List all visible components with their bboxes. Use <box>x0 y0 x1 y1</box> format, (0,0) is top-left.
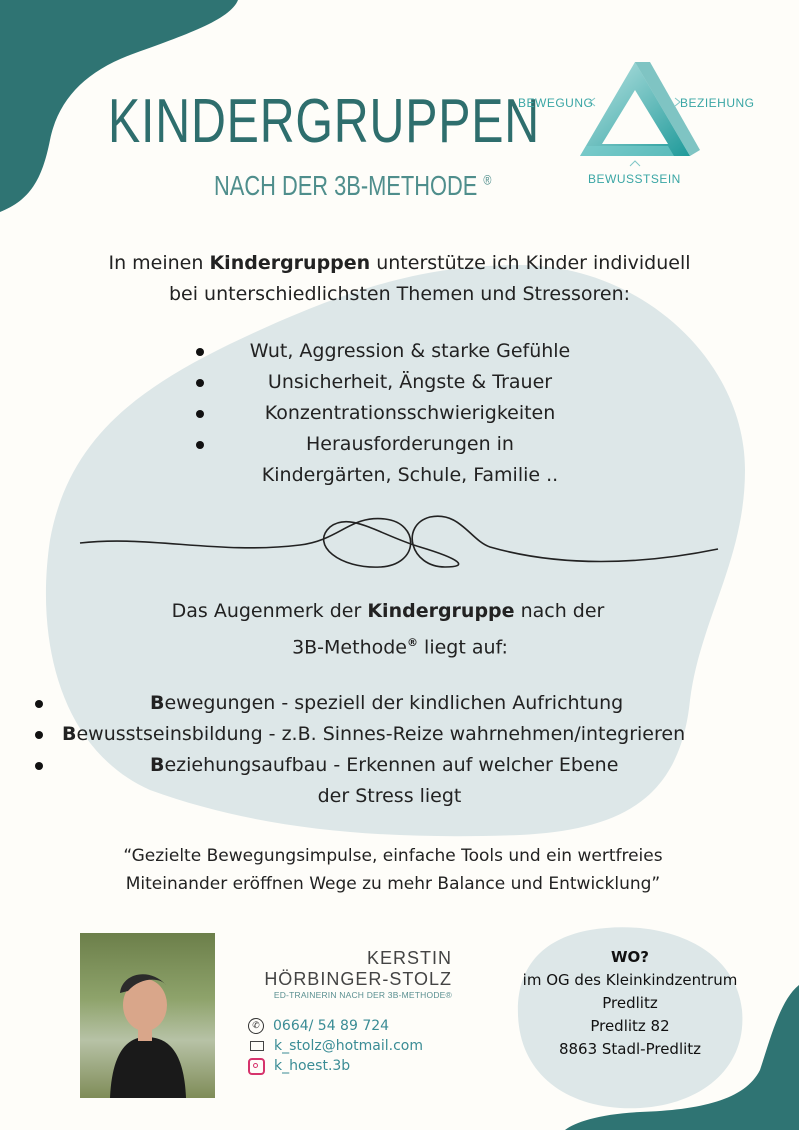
mail-icon <box>250 1041 264 1051</box>
location-heading: WO? <box>611 948 649 966</box>
page-subtitle: NACH DER 3B-METHODE ® <box>214 170 492 201</box>
logo-word-bewusstsein: BEWUSSTSEIN <box>588 172 681 186</box>
page-title: KINDERGRUPPEN <box>108 87 541 156</box>
person-first-name: KERSTIN <box>366 948 452 968</box>
contact-list <box>248 1015 423 1076</box>
phone-icon: ✆ <box>248 1018 264 1034</box>
list-item: Bewegungen - speziell der kindlichen Aufrichtung <box>0 688 799 719</box>
list-item: Unsicherheit, Ängste & Trauer <box>200 367 620 398</box>
logo-word-beziehung: BEZIEHUNG <box>680 96 755 110</box>
quote-line-1: “Gezielte Bewegungsimpulse, einfache Tools und ein wertfreies <box>123 846 663 866</box>
focus-line-1: Das Augenmerk der Kindergruppe nach der <box>171 600 605 622</box>
location-line-4: 8863 Stadl-Predlitz <box>558 1040 702 1058</box>
person-silhouette-icon <box>80 933 215 1098</box>
instagram-handle: k_hoest.3b <box>274 1058 351 1074</box>
list-item-continuation: Kindergärten, Schule, Familie .. <box>261 464 559 486</box>
focus-line-2: 3B-Methode® liegt auf: <box>292 636 508 659</box>
phone-row[interactable] <box>248 1015 423 1036</box>
location-block <box>510 946 750 1061</box>
instagram-row[interactable] <box>248 1056 423 1076</box>
triangle-logo-icon <box>510 60 760 170</box>
3b-logo <box>510 60 760 190</box>
intro-line-1: In meinen Kindergruppen unterstütze ich Kinder individuell <box>108 252 691 274</box>
logo-word-bewegung: BEWEGUNG <box>518 96 594 110</box>
three-b-points <box>0 688 799 812</box>
email-address: k_stolz@hotmail.com <box>274 1038 423 1054</box>
instagram-icon <box>248 1058 265 1075</box>
list-item: Bewusstseinsbildung - z.B. Sinnes-Reize wahrnehmen/integrieren <box>0 719 799 750</box>
list-item: Konzentrationsschwierigkeiten <box>200 398 620 429</box>
location-line-3: Predlitz 82 <box>590 1017 670 1035</box>
list-item: Herausforderungen in <box>200 429 620 460</box>
quote <box>0 842 786 898</box>
list-item: Beziehungsaufbau - Erkennen auf welcher Ebene <box>0 750 799 781</box>
focus-text <box>0 596 776 663</box>
list-item: Wut, Aggression & starke Gefühle <box>200 336 620 367</box>
intro-text <box>0 248 799 310</box>
location-line-1: im OG des Kleinkindzentrum <box>522 971 738 989</box>
email-row[interactable] <box>248 1036 423 1056</box>
portrait-photo <box>80 933 215 1098</box>
themes-list <box>200 336 620 491</box>
infinity-line-divider <box>0 505 799 595</box>
person-name-block <box>230 948 452 1000</box>
person-last-name: HÖRBINGER-STOLZ <box>264 969 452 989</box>
quote-line-2: Miteinander eröffnen Wege zu mehr Balance und Entwicklung” <box>125 874 661 894</box>
intro-line-2: bei unterschiedlichsten Themen und Stressoren: <box>168 283 631 305</box>
list-item-continuation: der Stress liegt <box>317 785 462 807</box>
phone-number: 0664/ 54 89 724 <box>273 1017 390 1034</box>
location-line-2: Predlitz <box>602 994 658 1012</box>
person-role: ED-TRAINERIN NACH DER 3B-METHODE® <box>273 990 452 1000</box>
